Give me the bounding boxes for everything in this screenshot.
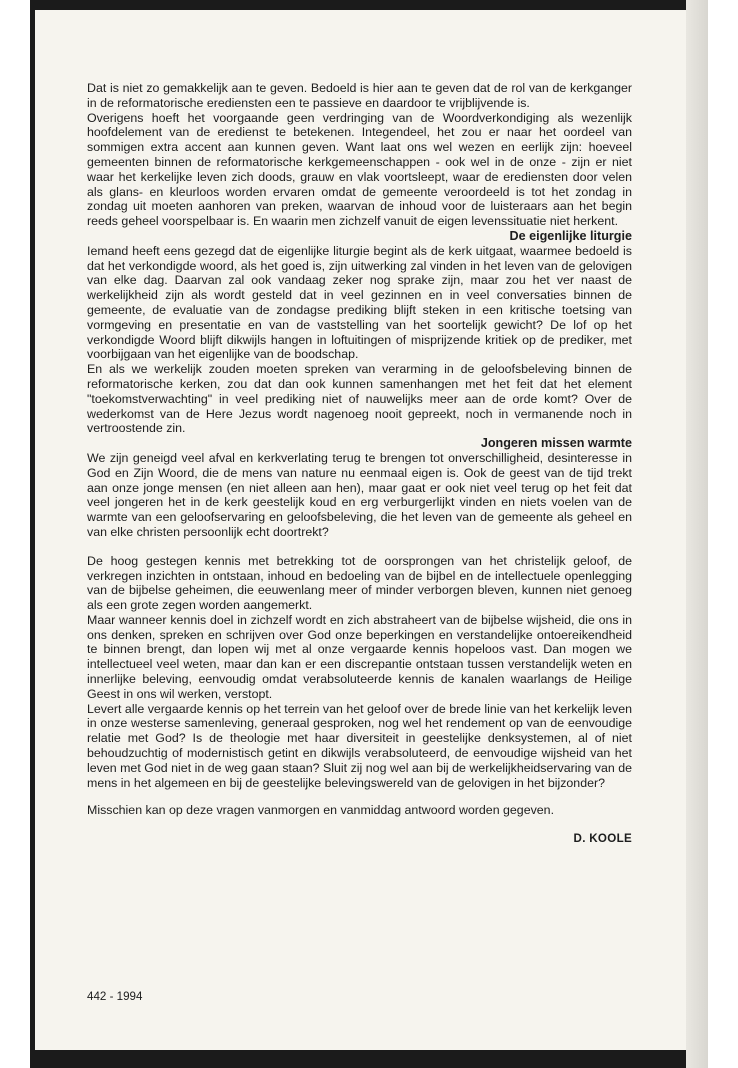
author-signature: D. KOOLE	[573, 832, 632, 846]
paragraph: De hoog gestegen kennis met betrekking tot de oorsprongen van het christelijk geloof, de verkregen inzichten in ontstaan, inhoud en bedoeling van de bijbel en de intellectuele openlegging van de bijbelse geheimen, die eeuwenlang meer of minder verborgen bleven, kunnen niet genoeg als een grote zegen worden aangemerkt.	[87, 553, 632, 613]
paragraph: Dat is niet zo gemakkelijk aan te geven. Bedoeld is hier aan te geven dat de rol van de kerkganger in de reformatorische erediensten een te passieve en daardoor te vrijblijvende is.	[87, 81, 632, 110]
closing-paragraph: Misschien kan op deze vragen vanmorgen en vanmiddag antwoord worden gegeven.	[87, 803, 555, 818]
scan-right-shadow	[686, 0, 708, 1068]
paragraph-gap	[87, 540, 632, 554]
scan-bottom-border	[30, 1050, 706, 1068]
paragraph-gap	[87, 790, 632, 803]
section-heading: De eigenlijke liturgie	[509, 228, 632, 243]
scan-top-border	[30, 0, 706, 10]
paragraph: We zijn geneigd veel afval en kerkverlating terug te brengen tot onverschilligheid, desinteresse in God en Zijn Woord, die de mens van nature nu eenmaal eigen is. Ook de geest van de tijd trekt aan onze jonge mensen (en niet alleen aan hen), maar gaat er ook niet veel terug op het feit dat veel jongeren het in de kerk geestelijk koud en erg verburgerlijkt vinden en niets voelen van de warmte van een geloofservaring en geloofsbeleving, die het leven van de gemeente als geheel en van elke christen persoonlijk echt doortrekt?	[87, 450, 632, 539]
paragraph: Levert alle vergaarde kennis op het terrein van het geloof over de brede linie van het kerkelijk leven in onze westerse samenleving, generaal gesproken, nog wel het rendement op van de eenvoudige relatie met God? Is de theologie met haar diversiteit in geestelijke denksystemen, al of niet behoudzuchtig of modernistisch getint en dikwijls verabsoluteerd, de eenvoudige wijsheid van het leven met God niet in de weg gaan staan? Sluit zij nog wel aan bij de werkelijkheidservaring van de mens in het algemeen en bij de geestelijke belevingswereld van de gelovigen in het bijzonder?	[87, 701, 632, 790]
section-heading: Jongeren missen warmte	[480, 436, 632, 451]
paragraph: Overigens hoeft het voorgaande geen verdringing van de Woordverkondiging als wezenlijk hoofdelement van de eredienst te betekenen. Integendeel, het zou er naar het oordeel van sommigen extra accent aan kunnen geven. Want laat ons wel wezen en eerlijk zijn: hoeveel gemeenten binnen de reformatorische kerkgemeenschappen - ook wel in de onze - zijn er niet waar het kerkelijke leven zich doods, grauw en vlak voortsleept, waar de erediensten door velen als glans- en kleurloos worden ervaren omdat de gemeente veroordeeld is tot het zondag in zondag uit moeten aanhoren van preken, waarvan de inhoud voor de luisteraars aan het begin reeds geheel voorspelbaar is. En waarin men zichzelf vanuit de eigen levenssituatie niet herkent.	[87, 110, 632, 229]
scan-left-border	[30, 0, 35, 1068]
scan-right-margin	[708, 0, 738, 1068]
scan-left-margin	[0, 0, 34, 1068]
page-number: 442 - 1994	[87, 990, 143, 1003]
article-body	[87, 81, 632, 847]
paragraph: Maar wanneer kennis doel in zichzelf wordt en zich abstraheert van de bijbelse wijsheid, die ons in ons denken, spreken en schrijven over God onze beperkingen en verstandelijke ontoereikendheid te binnen brengt, dan lopen wij met al onze vergaarde kennis hopeloos vast. Dan mogen we intellectueel veel weten, maar dan kan er een discrepantie ontstaan tussen verstandelijk weten en innerlijke beleving, eenvoudig omdat verabsoluteerde kennis de kanalen waarlangs de Heilige Geest in ons wil werken, verstopt.	[87, 612, 632, 701]
paragraph: Iemand heeft eens gezegd dat de eigenlijke liturgie begint als de kerk uitgaat, waarmee bedoeld is dat het verkondigde woord, als het goed is, zijn uitwerking zal vinden in het leven van de gelovigen van elke dag. Daarvan zal ook vandaag zeker nog sprake zijn, maar zou het ver naast de werkelijkheid zijn als wordt gesteld dat in veel gezinnen en in veel conversaties binnen de gemeente, de evaluatie van de zondagse prediking blijft steken in een kritische toetsing van vormgeving en presentatie en van de vaststelling van het soortelijk gewicht? De lof op het verkondigde Woord blijft dikwijls hangen in loftuitingen of misprijzende kritiek op de prediker, met voorbijgaan van het eigenlijke van de boodschap.	[87, 243, 632, 362]
paragraph: En als we werkelijk zouden moeten spreken van verarming in de geloofsbeleving binnen de reformatorische kerken, zou dat dan ook kunnen samenhangen met het feit dat het element "toekomstverwachting" in veel prediking niet of nauwelijks meer aan de orde komt? Over de wederkomst van de Here Jezus wordt nagenoeg nooit gepreekt, noch in vermanende noch in vertroostende zin.	[87, 362, 632, 436]
